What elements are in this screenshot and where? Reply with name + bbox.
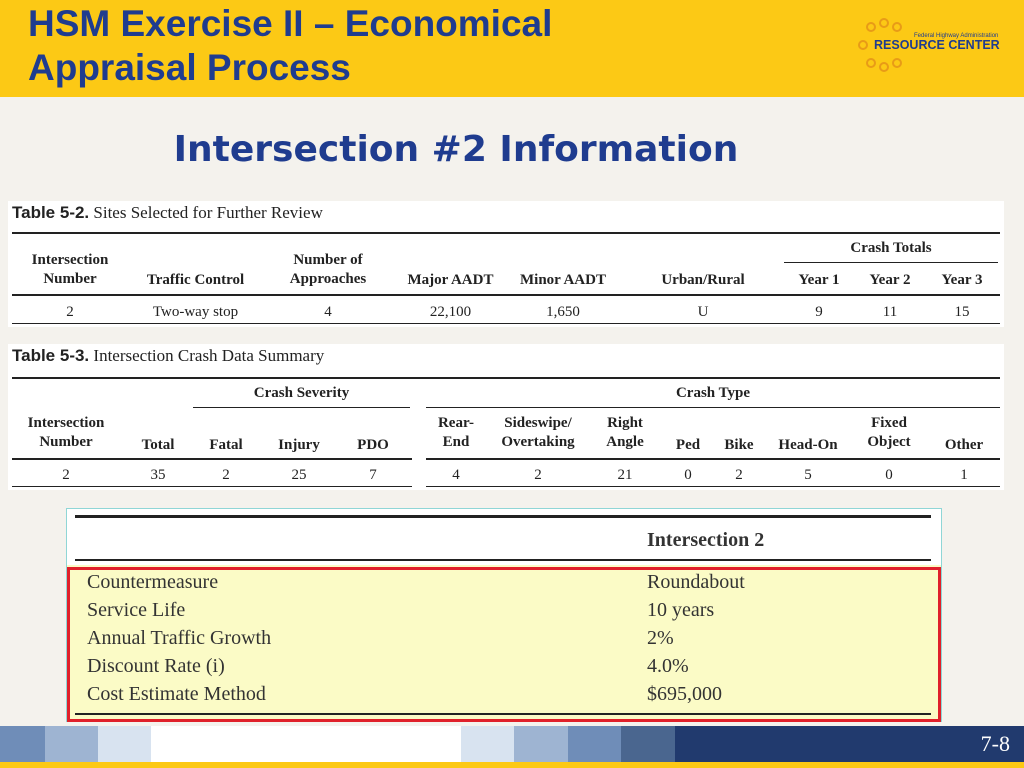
- column-header: Right Angle: [606, 415, 644, 450]
- header-bottom-rule: [12, 458, 412, 460]
- group-header-severity: Crash Severity: [253, 385, 350, 401]
- severity-group-rule: [193, 407, 410, 408]
- table-caption-label: Table 5-2.: [12, 203, 90, 222]
- table-cell: 15: [954, 304, 970, 320]
- column-header: Number of Approaches: [289, 252, 367, 287]
- table-5-2: [8, 201, 1004, 327]
- footer-navy-band: [675, 726, 1024, 762]
- info-value: 10 years: [647, 599, 715, 621]
- column-header: Ped: [675, 437, 701, 453]
- info-value: Roundabout: [647, 571, 745, 593]
- column-header: Major AADT: [407, 272, 494, 288]
- slide-title-line-1: HSM Exercise II – Economical: [28, 3, 553, 44]
- info-label: Countermeasure: [87, 571, 219, 593]
- red-highlight-box: [67, 567, 941, 722]
- table-cell: 7: [369, 467, 377, 483]
- table-cell: 21: [617, 467, 633, 483]
- header-bottom-rule: [12, 294, 1000, 296]
- table-cell: 2: [66, 304, 74, 320]
- column-header: Total: [141, 437, 175, 453]
- table-caption-text: Sites Selected for Further Review: [93, 203, 323, 222]
- info-label: Discount Rate (i): [87, 655, 225, 677]
- table-top-rule: [12, 232, 1000, 234]
- table-cell: 5: [804, 467, 812, 483]
- table-cell: 22,100: [429, 304, 472, 320]
- table-cell: Two-way stop: [152, 304, 239, 320]
- column-header: Sideswipe/ Overtaking: [501, 415, 575, 450]
- column-header: Fixed Object: [867, 415, 911, 450]
- table-cell: 11: [882, 304, 898, 320]
- column-header: Year 2: [869, 272, 911, 288]
- table-caption-label: Table 5-3.: [12, 346, 90, 365]
- table-cell: 25: [291, 467, 307, 483]
- table-cell: 2: [534, 467, 542, 483]
- header-bottom-rule: [75, 559, 931, 561]
- table-caption-text: Intersection Crash Data Summary: [93, 346, 325, 365]
- column-header: PDO: [357, 437, 389, 453]
- column-header: Intersection Number: [31, 252, 109, 287]
- table-cell: 0: [684, 467, 692, 483]
- table-cell: 0: [885, 467, 893, 483]
- column-header: Bike: [724, 437, 754, 453]
- footer-segment: [461, 726, 514, 762]
- footer-segment: [621, 726, 675, 762]
- column-header: Rear- End: [437, 415, 475, 450]
- table-cell: 2: [735, 467, 743, 483]
- column-header: Urban/Rural: [661, 272, 745, 288]
- slide-title: [28, 2, 552, 90]
- table-cell: 2: [222, 467, 230, 483]
- group-rule: [784, 262, 998, 263]
- table-5-2-caption: [12, 203, 323, 223]
- info-label: Annual Traffic Growth: [87, 627, 272, 649]
- table-bottom-rule: [12, 486, 412, 487]
- column-header: Fatal: [209, 437, 243, 453]
- table-top-rule: [75, 515, 931, 518]
- info-label: Cost Estimate Method: [87, 683, 266, 705]
- table-cell: 1: [960, 467, 968, 483]
- page-number: 7-8: [980, 731, 1010, 756]
- table-top-rule: [12, 377, 1000, 379]
- slide-subtitle: Intersection #2 Information: [173, 129, 739, 170]
- info-value: $695,000: [647, 683, 722, 705]
- table-cell: 1,650: [546, 304, 580, 320]
- column-header: Injury: [278, 437, 320, 453]
- resource-center-logo: [856, 18, 1016, 74]
- info-value: 4.0%: [647, 655, 689, 677]
- logo-agency-text: Federal Highway Administration: [914, 33, 999, 39]
- slide-title-line-2: Appraisal Process: [28, 47, 351, 88]
- group-header: Crash Totals: [850, 240, 932, 256]
- footer-segment: [151, 726, 461, 762]
- logo-name-text: RESOURCE CENTER: [874, 38, 1000, 52]
- intersection-info-table: [66, 508, 942, 722]
- column-header: Traffic Control: [146, 272, 245, 288]
- table-bottom-rule: [12, 323, 1000, 324]
- table-5-3-caption: [12, 346, 324, 366]
- group-header-type: Crash Type: [675, 385, 751, 401]
- table-cell: 35: [150, 467, 166, 483]
- info-label: Service Life: [87, 599, 186, 621]
- table-cell: 2: [62, 467, 70, 483]
- table-5-3: [8, 344, 1004, 490]
- footer-segment: [514, 726, 568, 762]
- footer-bar: [0, 726, 1024, 768]
- column-header: Head-On: [778, 437, 838, 453]
- footer-segment: [45, 726, 98, 762]
- table-cell: 9: [815, 304, 823, 320]
- footer-segment: [0, 726, 45, 762]
- intersection-heading: Intersection 2: [647, 529, 765, 551]
- column-header: Intersection Number: [27, 415, 105, 450]
- header-bar: [0, 0, 1024, 97]
- header-bottom-rule: [426, 458, 1000, 460]
- table-cell: 4: [452, 467, 460, 483]
- footer-segment: [568, 726, 621, 762]
- info-value: 2%: [647, 627, 674, 649]
- footer-segment: [98, 726, 151, 762]
- type-group-rule: [426, 407, 1000, 408]
- table-cell: U: [697, 304, 709, 320]
- table-cell: 4: [324, 304, 332, 320]
- column-header: Other: [944, 437, 984, 453]
- column-header: Minor AADT: [520, 272, 606, 288]
- column-header: Year 3: [941, 272, 983, 288]
- table-bottom-rule: [426, 486, 1000, 487]
- footer-yellow-line: [0, 762, 1024, 768]
- column-header: Year 1: [798, 272, 840, 288]
